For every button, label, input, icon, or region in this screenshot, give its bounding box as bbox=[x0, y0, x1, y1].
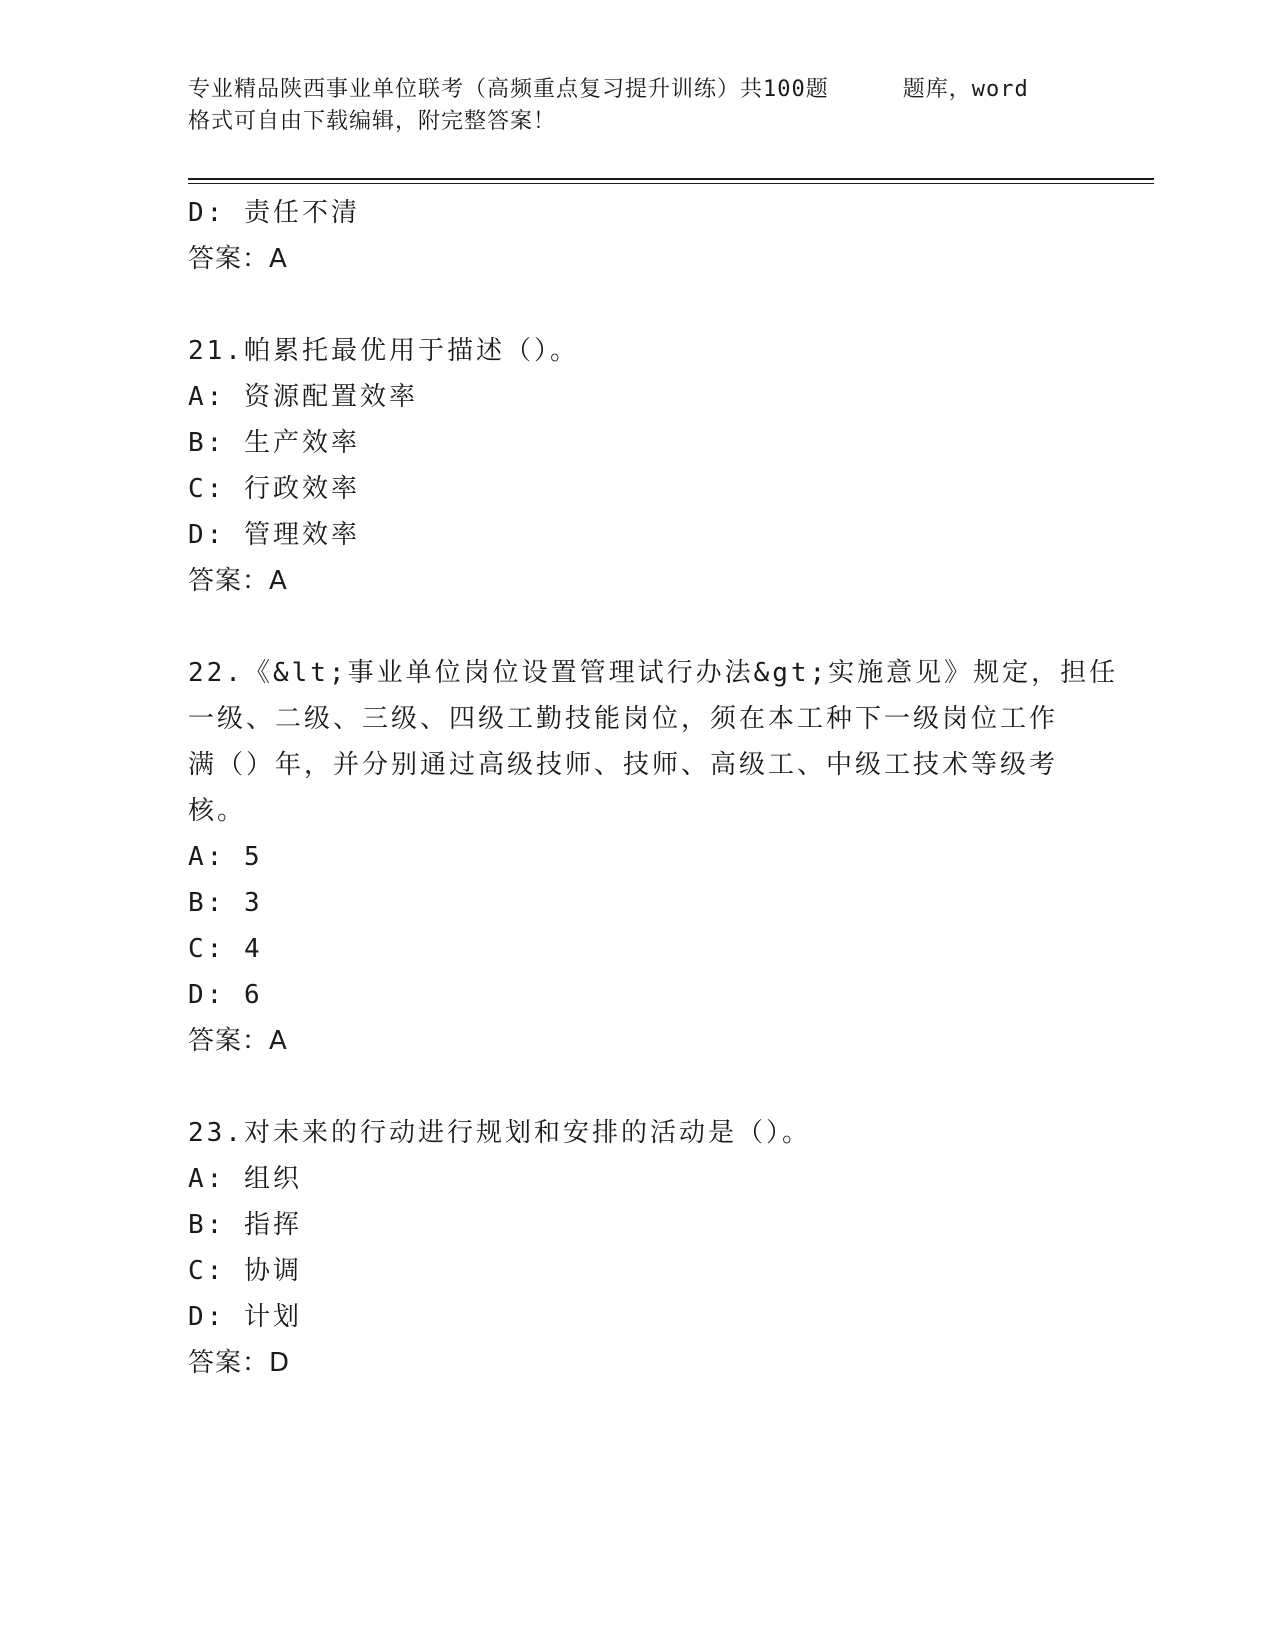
question-23-option-a: A: 组织 bbox=[188, 1164, 302, 1194]
document-body bbox=[188, 190, 1119, 1386]
question-22-option-a: A: 5 bbox=[188, 842, 263, 872]
question-23-text: 23.对未来的行动进行规划和安排的活动是（）。 bbox=[188, 1118, 811, 1148]
header-title: 专业精品陕西事业单位联考（高频重点复习提升训练）共100题 bbox=[188, 77, 829, 102]
answer-line: 答案：A bbox=[188, 244, 288, 274]
question-23-option-c: C: 协调 bbox=[188, 1256, 302, 1286]
question-21-option-b: B: 生产效率 bbox=[188, 428, 360, 458]
header-title-suffix: 题库，word bbox=[902, 77, 1029, 102]
question-22-text-line-1: 22.《&lt;事业单位岗位设置管理试行办法&gt;实施意见》规定，担任 bbox=[188, 658, 1119, 688]
question-23-option-b: B: 指挥 bbox=[188, 1210, 302, 1240]
question-21-option-c: C: 行政效率 bbox=[188, 474, 360, 504]
question-21-option-a: A: 资源配置效率 bbox=[188, 382, 418, 412]
question-23-answer: 答案：D bbox=[188, 1348, 291, 1378]
question-22-option-c: C: 4 bbox=[188, 934, 263, 964]
question-21-answer: 答案：A bbox=[188, 566, 288, 596]
question-22-text-line-3: 满（）年，并分别通过高级技师、技师、高级工、中级工技术等级考 bbox=[188, 750, 1059, 780]
question-22-text-line-2: 一级、二级、三级、四级工勤技能岗位，须在本工种下一级岗位工作 bbox=[188, 704, 1059, 734]
question-22-option-b: B: 3 bbox=[188, 888, 263, 918]
header-divider-thick bbox=[188, 178, 1154, 180]
question-21-text: 21.帕累托最优用于描述（）。 bbox=[188, 336, 579, 366]
option-d: D: 责任不清 bbox=[188, 198, 360, 228]
question-23-option-d: D: 计划 bbox=[188, 1302, 302, 1332]
page-header bbox=[188, 74, 1088, 138]
question-22-answer: 答案：A bbox=[188, 1026, 288, 1056]
header-line-2: 格式可自由下载编辑，附完整答案！ bbox=[188, 109, 557, 134]
question-22-option-d: D: 6 bbox=[188, 980, 263, 1010]
question-21-option-d: D: 管理效率 bbox=[188, 520, 360, 550]
header-line-1 bbox=[188, 74, 1088, 106]
question-22-text-line-4: 核。 bbox=[188, 796, 247, 826]
header-divider-thin bbox=[188, 183, 1154, 184]
